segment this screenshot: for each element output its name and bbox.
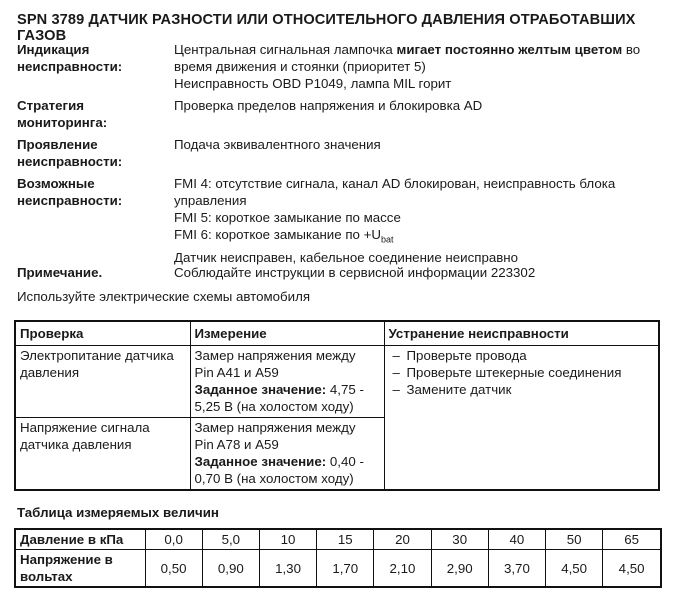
values-table-title: Таблица измеряемых величин: [17, 505, 219, 520]
possible-line2: управления: [174, 193, 247, 208]
voltage-row: [15, 550, 661, 588]
check-header: Проверка: [15, 321, 190, 346]
pressure-cell: 5,0: [202, 529, 259, 550]
possible-line3: FMI 5: короткое замыкание по массе: [174, 210, 401, 225]
manifestation-value: Подача эквивалентного значения: [174, 137, 381, 152]
possible-line4-pre: FMI 6: короткое замыкание по +U: [174, 227, 381, 242]
possible-line5: Датчик неисправен, кабельное соединение неисправно: [174, 249, 519, 265]
voltage-cell: 2,10: [374, 550, 431, 588]
values-table: [14, 528, 662, 588]
remark-label: Примечание.: [17, 265, 103, 280]
check-table: [14, 320, 660, 491]
check-cell: [15, 418, 190, 491]
voltage-cell: 1,70: [317, 550, 374, 588]
check-text-line1: Напряжение сигнала: [20, 420, 150, 435]
measurement-header: Измерение: [190, 321, 384, 346]
pressure-cell: 50: [546, 529, 603, 550]
measurement-line4: 5,25 В (на холостом ходу): [194, 399, 354, 414]
voltage-header-line1: Напряжение в: [20, 552, 113, 567]
measurement-line3: [195, 381, 381, 398]
voltage-cell: 1,30: [259, 550, 316, 588]
indication-line1-post: во: [622, 42, 641, 57]
indication-line3: Неисправность OBD P1049, лампа MIL горит: [174, 76, 452, 91]
measurement-cell: [190, 346, 384, 418]
indication-line2: время движения и стоянки (приоритет 5): [174, 59, 426, 74]
measurement-cell: [190, 418, 384, 491]
possible-label-line1: Возможные: [17, 176, 95, 191]
target-value: 0,40 -: [326, 454, 364, 469]
list-item: – Проверьте провода: [389, 347, 656, 364]
target-value: 4,75 -: [326, 382, 364, 397]
pressure-cell: 15: [317, 529, 374, 550]
strategy-label-line1: Стратегия: [17, 98, 85, 113]
remedy-header: Устранение неисправности: [384, 321, 659, 346]
voltage-cell: 4,50: [546, 550, 603, 588]
schematics-note: Используйте электрические схемы автомобиля: [17, 289, 311, 304]
check-cell: [15, 346, 190, 418]
measurement-line1: Замер напряжения между: [194, 348, 356, 363]
measurement-line4: 0,70 В (на холостом ходу): [194, 471, 354, 486]
measurement-line2: Pin A78 и A59: [194, 437, 279, 452]
check-table-header-row: [15, 321, 659, 346]
measurement-line1: Замер напряжения между: [194, 420, 356, 435]
strategy-value: Проверка пределов напряжения и блокировка AD: [174, 98, 483, 113]
pressure-cell: 20: [374, 529, 431, 550]
manifestation-label-line1: Проявление: [17, 137, 98, 152]
voltage-cell: 0,50: [145, 550, 202, 588]
indication-line1-bold: мигает постоянно желтым цветом: [396, 42, 623, 57]
pressure-row: [15, 529, 661, 550]
target-value-label: Заданное значение:: [194, 454, 327, 469]
possible-line4-sub: bat: [381, 234, 394, 245]
strategy-label: [17, 97, 107, 131]
remedy-cell: [384, 346, 659, 491]
possible-value: [174, 175, 674, 266]
indication-label-line1: Индикация: [17, 42, 90, 57]
indication-value: [174, 41, 674, 92]
possible-line4: [174, 226, 674, 249]
target-value-label: Заданное значение:: [194, 382, 327, 397]
check-text-line1: Электропитание датчика: [20, 348, 174, 363]
pressure-row-header: Давление в кПа: [15, 529, 145, 550]
voltage-cell: 4,50: [603, 550, 661, 588]
pressure-cell: 0,0: [145, 529, 202, 550]
pressure-cell: 40: [488, 529, 545, 550]
pressure-cell: 65: [603, 529, 661, 550]
manifestation-label: [17, 136, 122, 170]
pressure-cell: 30: [431, 529, 488, 550]
voltage-cell: 3,70: [488, 550, 545, 588]
manifestation-label-line2: неисправности:: [17, 154, 123, 169]
remedy-list: [389, 347, 656, 398]
possible-label: [17, 175, 122, 209]
indication-line1: [174, 41, 674, 58]
measurement-line3: [195, 453, 381, 470]
page-title: SPN 3789 ДАТЧИК РАЗНОСТИ ИЛИ ОТНОСИТЕЛЬНОГО ДАВЛЕНИЯ ОТРАБОТАВШИХ ГАЗОВ: [17, 12, 636, 44]
voltage-row-header: [15, 550, 145, 588]
voltage-cell: 0,90: [202, 550, 259, 588]
indication-line1-pre: Центральная сигнальная лампочка: [174, 42, 397, 57]
indication-label: [17, 41, 122, 75]
table-row: [15, 346, 659, 418]
possible-line1: FMI 4: отсутствие сигнала, канал AD блокирован, неисправность блока: [174, 176, 616, 191]
list-item: – Замените датчик: [389, 381, 656, 398]
check-text-line2: датчика давления: [20, 437, 132, 452]
measurement-line2: Pin A41 и A59: [194, 365, 279, 380]
voltage-header-line2: вольтах: [20, 569, 73, 584]
check-text-line2: давления: [20, 365, 80, 380]
indication-label-line2: неисправности:: [17, 59, 123, 74]
voltage-cell: 2,90: [431, 550, 488, 588]
strategy-label-line2: мониторинга:: [17, 115, 108, 130]
remark-value: Соблюдайте инструкции в сервисной информации 223302: [174, 265, 536, 280]
list-item: – Проверьте штекерные соединения: [389, 364, 656, 381]
possible-label-line2: неисправности:: [17, 193, 123, 208]
pressure-cell: 10: [259, 529, 316, 550]
